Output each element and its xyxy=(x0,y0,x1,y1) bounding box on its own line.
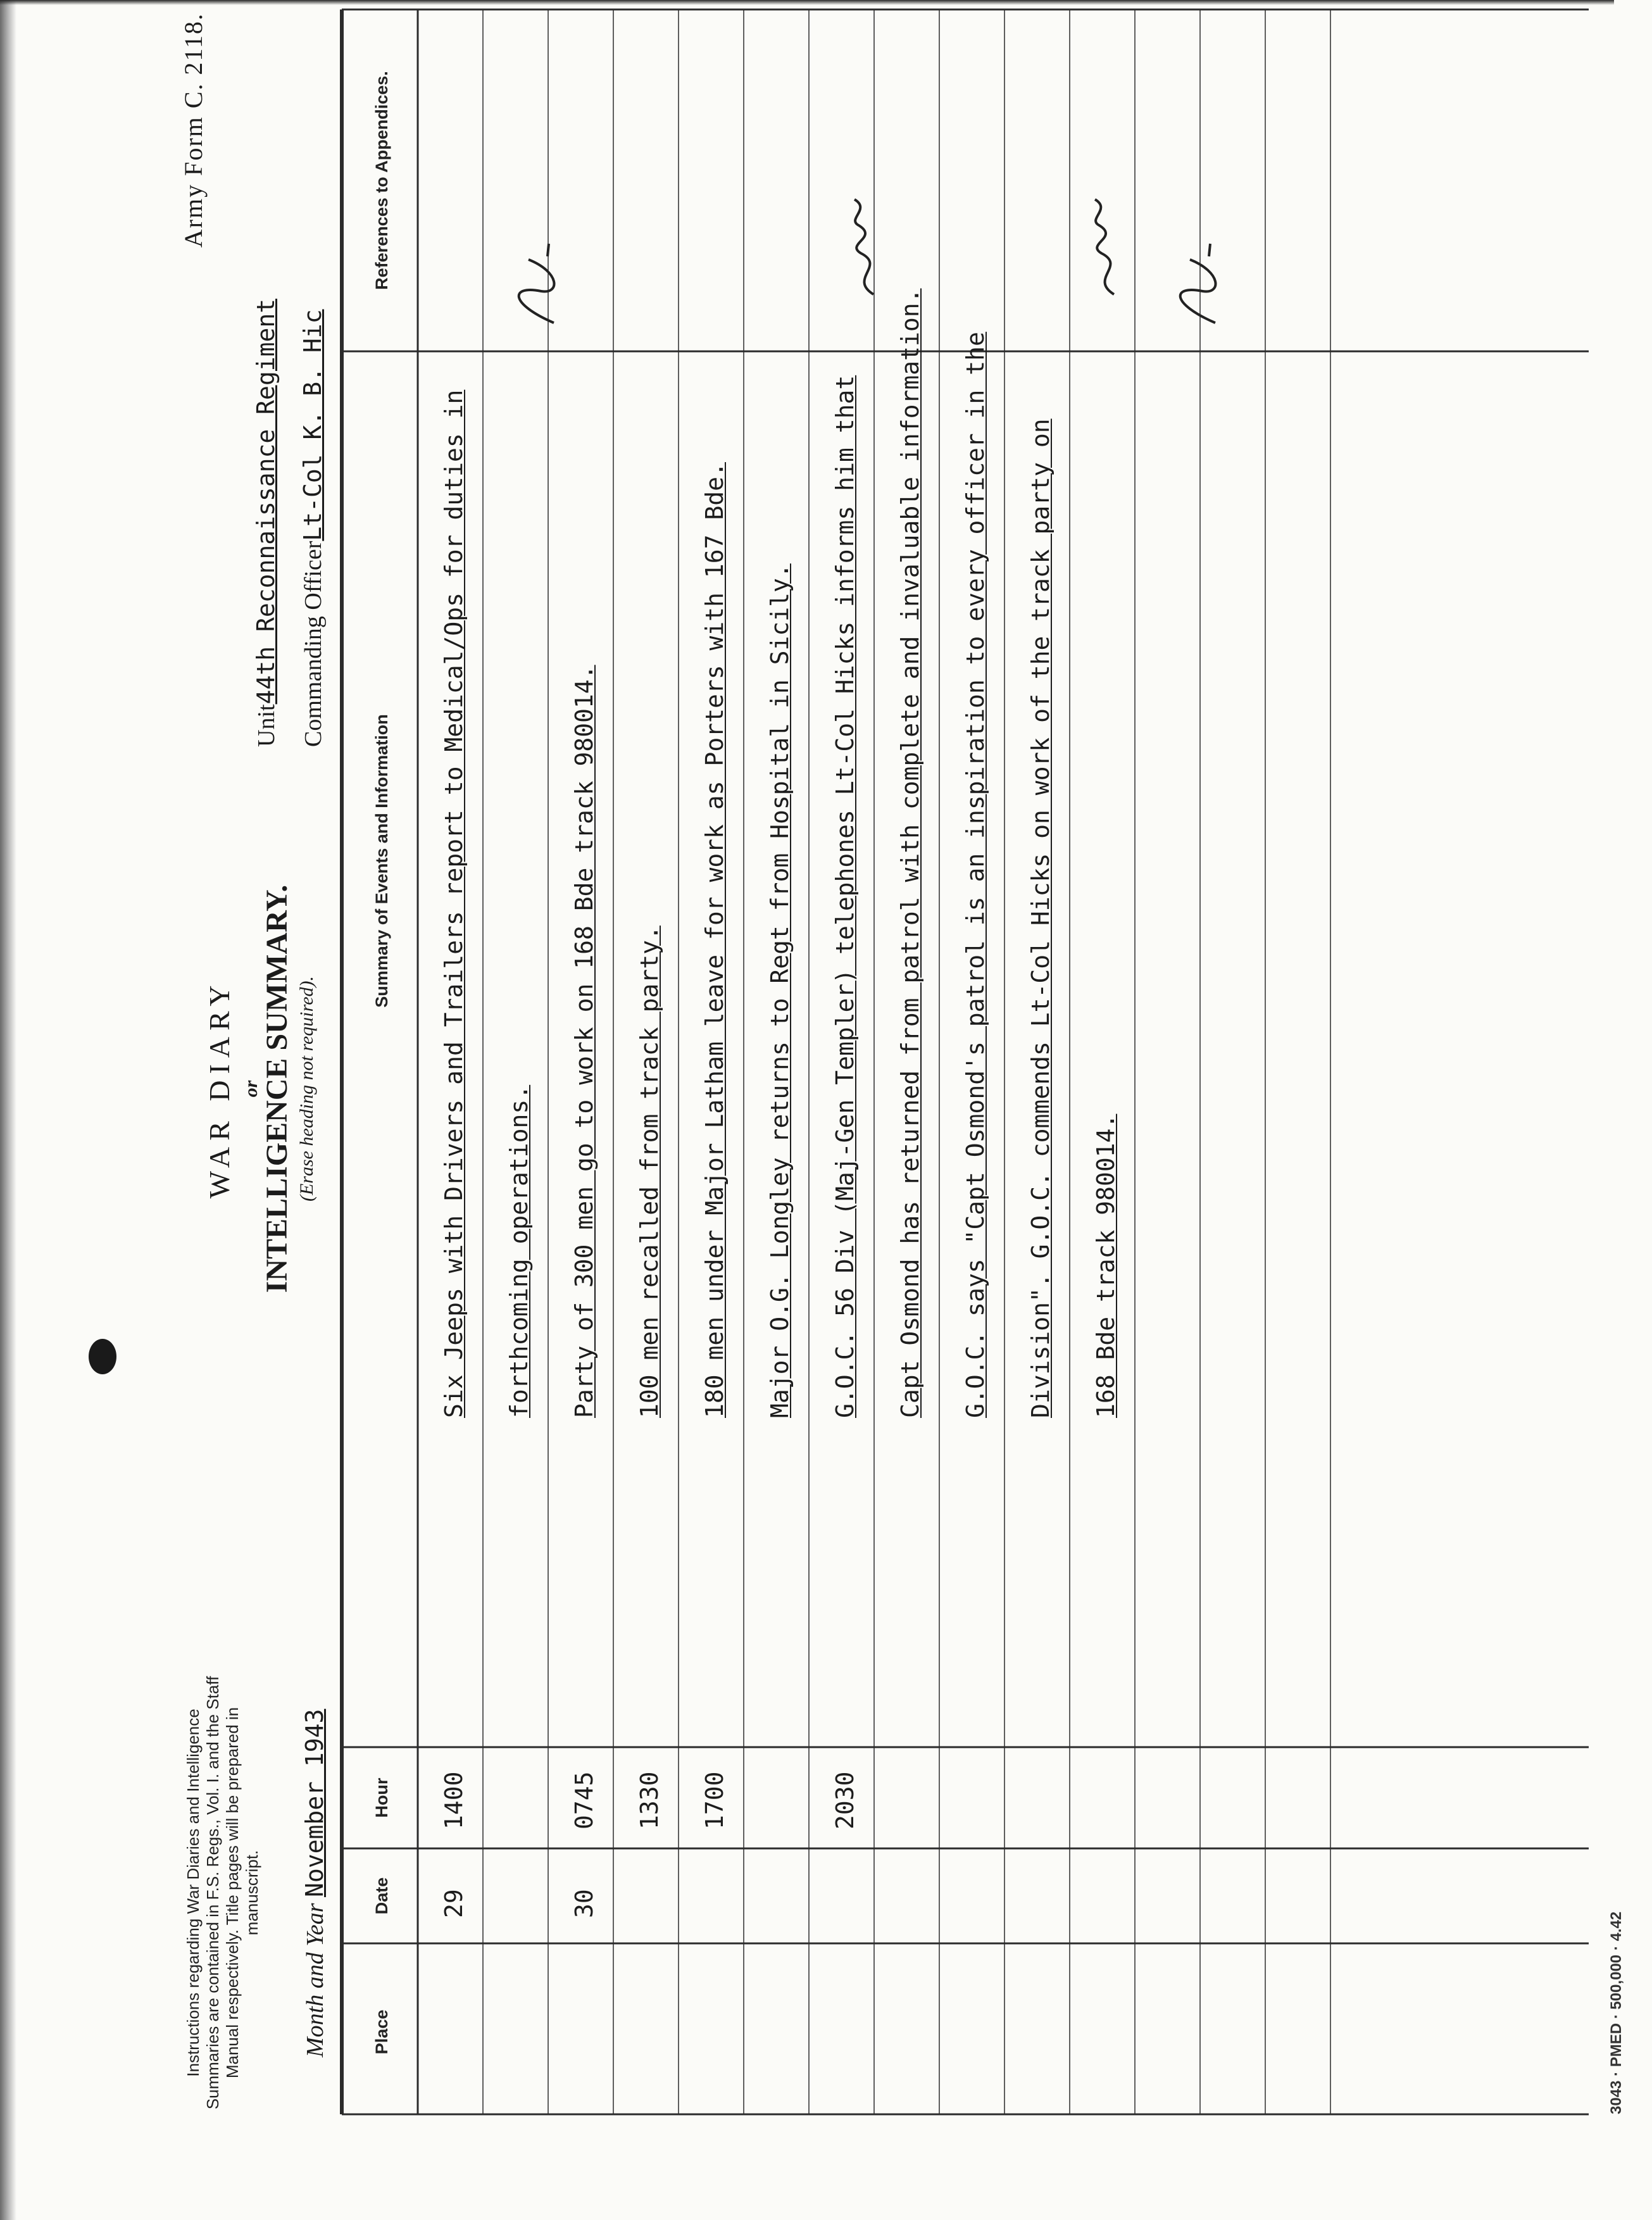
entry-text: Major O.G. Longley returns to Regt from Hospital in Sicily. xyxy=(766,563,794,1418)
entry-date: 29 xyxy=(440,1889,468,1918)
entry-hour: 1330 xyxy=(635,1771,663,1829)
print-code: 3043 · PMED · 500,000 · 4.42 xyxy=(1608,1911,1625,2114)
entry-text: G.O.C. says "Capt Osmond's patrol is an inspiration to every officer in the xyxy=(961,332,989,1418)
entry-hour: 2030 xyxy=(831,1771,859,1829)
entry-hour: 1700 xyxy=(701,1771,729,1829)
column-header-date: Date xyxy=(372,1877,391,1915)
column-header-summary: Summary of Events and Information xyxy=(372,714,391,1008)
scan-edge-shadow xyxy=(0,0,16,2220)
commanding-officer-label: Commanding Officer xyxy=(300,541,327,747)
instructions-text: Instructions regarding War Diaries and Intelligence Summaries are contained in F.S. Regs., Vol. I. and the Staff Manual respectively. Title pages will be prepared in manuscript. xyxy=(184,1676,261,2110)
war-diary-title: WAR DIARY xyxy=(203,979,235,1199)
army-form-number: Army Form C. 2118. xyxy=(179,13,208,248)
entry-text: Division". G.O.C. commends Lt-Col Hicks on work of the track party on xyxy=(1027,418,1054,1418)
signature-mark-2 xyxy=(842,196,892,298)
entry-text: 180 men under Major Latham leave for work as Porters with 167 Bde. xyxy=(701,462,729,1418)
initials-mark-2 xyxy=(503,234,573,329)
entry-date: 30 xyxy=(570,1889,598,1918)
entry-hour: 1400 xyxy=(440,1771,468,1829)
column-header-hour: Hour xyxy=(372,1778,391,1818)
column-header-place: Place xyxy=(372,2009,391,2055)
unit-label: Unit xyxy=(253,704,280,747)
entry-text: Party of 300 men go to work on 168 Bde track 980014. xyxy=(570,665,598,1418)
entry-text: Six Jeeps with Drivers and Trailers report to Medical/Ops for duties in xyxy=(440,389,468,1418)
entry-text: 100 men recalled from track party. xyxy=(635,925,663,1418)
column-header-references: References to Appendices. xyxy=(372,71,391,290)
entry-text: 168 Bde track 980014. xyxy=(1092,1113,1120,1418)
entry-text: forthcoming operations. xyxy=(505,1084,533,1418)
or-text: or xyxy=(241,1080,261,1098)
initials-mark-1 xyxy=(1165,234,1234,329)
entry-text: G.O.C. 56 Div (Maj-Gen Templer) telephones Lt-Col Hicks informs him that xyxy=(831,375,859,1418)
erase-note: (Erase heading not required). xyxy=(296,975,317,1202)
punch-hole xyxy=(89,1339,116,1374)
month-year-value: November 1943 xyxy=(301,1709,329,1897)
war-diary-form xyxy=(158,0,1652,2127)
commanding-officer-value: Lt-Col K. B. Hic xyxy=(299,309,327,541)
entry-text: Capt Osmond has returned from patrol with complete and invaluable information. xyxy=(896,288,924,1418)
intelligence-summary-title: INTELLIGENCE SUMMARY. xyxy=(260,884,294,1293)
entry-hour: 0745 xyxy=(570,1771,598,1829)
unit-value: 44th Reconnaissance Regiment xyxy=(252,298,280,705)
month-year-label: Month and Year xyxy=(302,1903,329,2057)
signature-mark-1 xyxy=(1082,196,1133,298)
